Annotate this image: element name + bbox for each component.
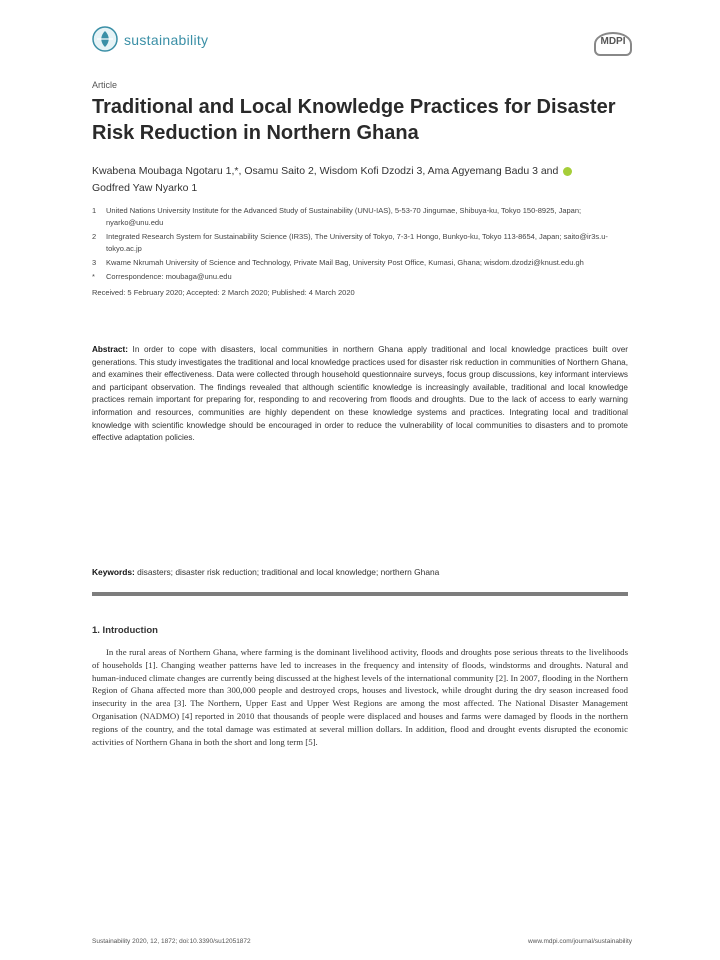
article-type: Article: [92, 80, 118, 90]
section-heading: 1. Introduction: [92, 625, 158, 636]
keywords-label: Keywords:: [92, 567, 135, 577]
affiliations: [92, 205, 632, 299]
author-line-1: Kwabena Moubaga Ngotaru 1,*, Osamu Saito 2, Wisdom Kofi Dzodzi 3, Ama Agyemang Badu 3 and: [92, 165, 559, 177]
footer-citation: Sustainability 2020, 12, 1872; doi:10.3390/su12051872: [92, 938, 251, 945]
keywords-text: disasters; disaster risk reduction; traditional and local knowledge; northern Ghana: [137, 567, 440, 577]
author-list: [92, 163, 632, 197]
orcid-icon[interactable]: [563, 167, 572, 176]
received-dates: Received: 5 February 2020; Accepted: 2 March 2020; Published: 4 March 2020: [92, 288, 355, 297]
journal-name: sustainability: [124, 32, 209, 48]
affiliation-text: Kwame Nkrumah University of Science and Technology, Private Mail Bag, University Post Office, Kumasi, Ghana; wisdom.dzodzi@knust.edu.gh: [106, 258, 584, 267]
affiliation-text: United Nations University Institute for the Advanced Study of Sustainability (UNU-IAS), 5-53-70 Jingumae, Shibuya-ku, Tokyo 150-8925, Japan; nyarko@unu.edu: [106, 206, 582, 227]
paper-title: Traditional and Local Knowledge Practices for Disaster Risk Reduction in Northern Ghana: [92, 96, 616, 144]
abstract-text: In order to cope with disasters, local communities in northern Ghana apply traditional and local knowledge practices built over generations. This study investigates the traditional and local knowledge practices used for disaster risk reduction in communities of Northern Ghana, and examines their effectiveness. Data were collected through household questionnaire surveys, focus group discussions, key informant interviews and participant observation. The findings revealed that although scientific knowledge is increasingly available, traditional and local knowledge practices remain important for preparing for, responding to and recovering from floods and droughts. Due to the lack of access to early warning information and resources, communities are highly dependent on these knowledge systems and practices. Integrating local and traditional knowledge with scientific knowledge should be encouraged in order to reduce the vulnerability of local communities to disasters and to promote effective adaptation policies.: [92, 345, 628, 443]
author-line: [92, 163, 632, 180]
affiliation-number: 3: [92, 258, 97, 267]
abstract-label: Abstract:: [92, 345, 128, 354]
section-divider: [92, 592, 628, 596]
abstract: [92, 344, 628, 445]
affiliation-item: [92, 205, 632, 229]
author-line-2: Godfred Yaw Nyarko 1: [92, 182, 198, 194]
publisher-logo: MDPI: [594, 32, 632, 56]
affiliation-item: [92, 231, 632, 255]
affiliation-number: *: [92, 272, 95, 281]
affiliation-text: Integrated Research System for Sustainability Science (IR3S), The University of Tokyo, 7-3-1 Hongo, Bunkyo-ku, Tokyo 113-8654, Japan; saito@ir3s.u-tokyo.ac.jp: [106, 232, 608, 253]
affiliation-item: [92, 257, 632, 269]
affiliation-number: 2: [92, 232, 97, 241]
body-paragraph: In the rural areas of Northern Ghana, where farming is the dominant livelihood activity, floods and droughts pose serious threats to the livelihoods of households [1]. Changing weather patterns have led to increases in the frequency and intensity of floods, windstorms and droughts. Natural and human-induced climate changes are currently being discussed at the highest levels of the international community [2]. In 2007, flooding in the Northern Region of Ghana affected more than 300,000 people and destroyed crops, houses and livestock, while drought during the dry season increased food insecurity in the area [3]. The Northern, Upper East and Upper West Regions are among the most affected. The National Disaster Management Organisation (NADMO) [4] reported in 2010 that thousands of people were displaced and houses and farms were damaged by floods in the northern regions of the country, and the total damage was estimated at several million dollars. In addition, flood and drought events disrupted the economic activities of Northern Ghana in both the short and long term [5].: [92, 647, 628, 747]
correspondence: [92, 271, 632, 283]
journal-logo-icon: [92, 26, 118, 52]
footer-journal-url[interactable]: www.mdpi.com/journal/sustainability: [527, 938, 632, 945]
affiliation-number: 1: [92, 206, 97, 215]
keywords: [92, 566, 628, 578]
correspondence-text: Correspondence: moubaga@unu.edu: [106, 272, 232, 281]
